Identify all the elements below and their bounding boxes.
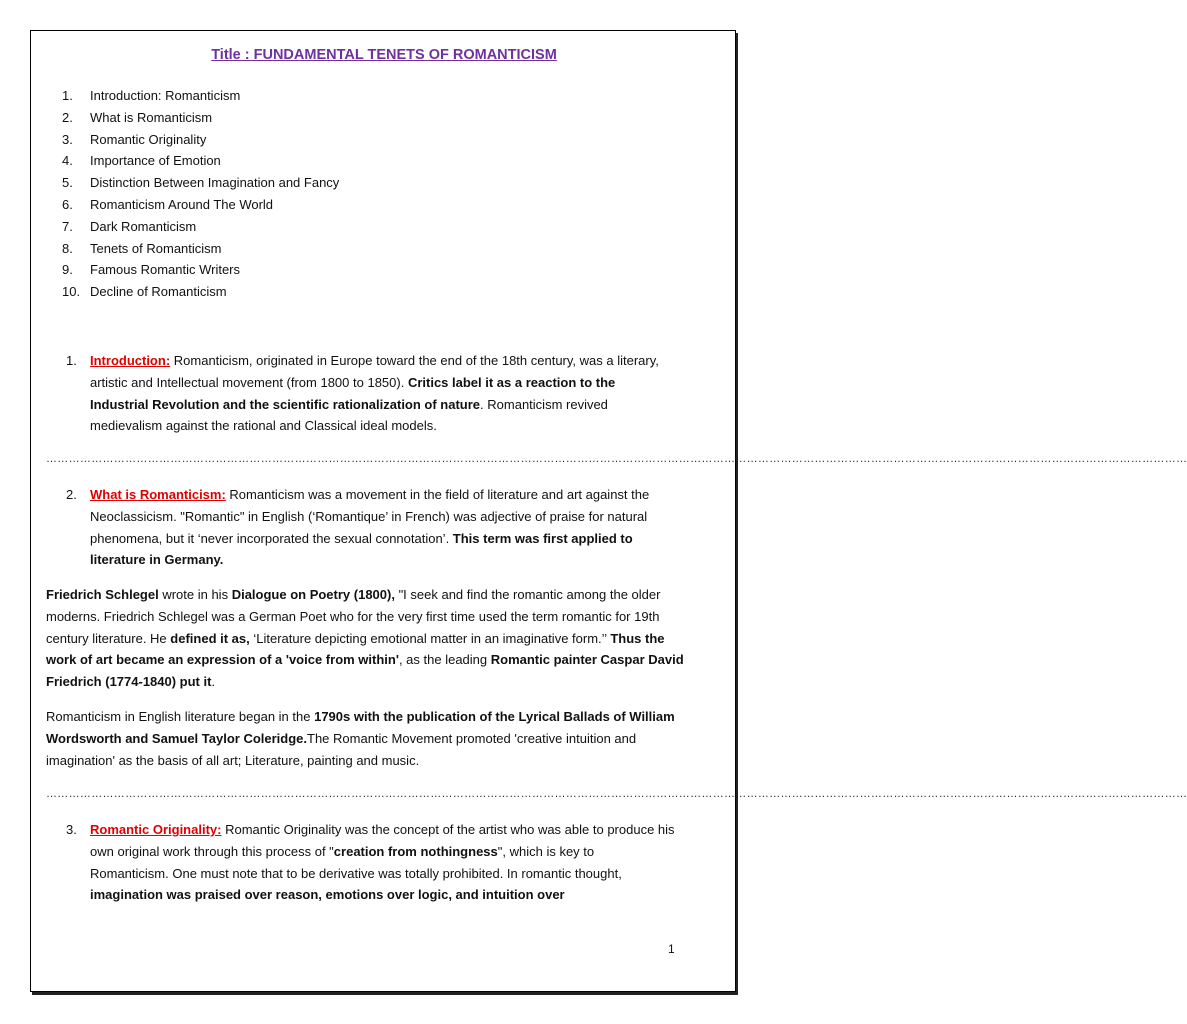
dotted-separator: …………………………………………………………………………………………………………………………………………………………………………………………………………………………………………………………………………… (46, 788, 1187, 800)
section-introduction: 1. Introduction: Romanticism, originated in Europe toward the end of the 18th century, was a literary, artistic and Intellectual movement (from 1800 to 1850). Critics label it as a reaction to the Industrial Revolution and the scientific rationalization of nature. Romanticism revived medievalism against the rational and Classical ideal models. (66, 353, 659, 434)
toc-item: 5. Distinction Between Imagination and Fancy (62, 175, 340, 191)
section-heading: What is Romanticism: (90, 487, 226, 502)
section-romantic-originality: 3. Romantic Originality: Romantic Originality was the concept of the artist who was able to produce his own original work through this process of "creation from nothingness", which is key to Romanticism. One must note that to be derivative was totally prohibited. In romantic thought, imagination was praised over reason, emotions over logic, and intuition over (66, 822, 675, 903)
paragraph-schlegel: Friedrich Schlegel wrote in his Dialogue on Poetry (1800), "I seek and find the romantic among the older moderns. Friedrich Schlegel was a German Poet who for the very first time used the term romantic for 19th century literature. He defined it as, ‘Literature depicting emotional matter in an imaginative form.’’ Thus the work of art became an expression of a 'voice from within', as the leading Romantic painter Caspar David Friedrich (1774-1840) put it. (46, 587, 684, 690)
toc-item: 9. Famous Romantic Writers (62, 262, 241, 278)
toc-item: 2. What is Romanticism (62, 109, 213, 125)
toc-item: 4. Importance of Emotion (62, 153, 221, 169)
paragraph-english-literature: Romanticism in English literature began in the 1790s with the publication of the Lyrical Ballads of William Wordsworth and Samuel Taylor Coleridge.The Romantic Movement promoted 'creative intuition and imagination' as the basis of all art; Literature, painting and music. (46, 709, 675, 768)
section-heading: Romantic Originality: (90, 822, 222, 837)
toc-item: 3. Romantic Originality (62, 131, 207, 147)
document-title: Title : FUNDAMENTAL TENETS OF ROMANTICISM (211, 47, 557, 63)
section-heading: Introduction: (90, 353, 171, 368)
toc-item: 7. Dark Romanticism (62, 218, 197, 234)
toc-item: 6. Romanticism Around The World (62, 196, 274, 212)
toc-item: 1. Introduction: Romanticism (62, 88, 241, 103)
section-what-is-romanticism: 2. What is Romanticism: Romanticism was a movement in the field of literature and art against the Neoclassicism. "Romantic" in English (‘Romantique’ in French) was adjective of praise for natural phenomena, but it ‘never incorporated the sexual connotation’. This term was first applied to literature in Germany. (66, 487, 650, 568)
toc-item: 10. Decline of Romanticism (62, 284, 227, 300)
dotted-separator: …………………………………………………………………………………………………………………………………………………………………………………………………………………………………………………………………………… (46, 453, 1187, 465)
table-of-contents (62, 85, 339, 303)
toc-item: 8. Tenets of Romanticism (62, 240, 222, 256)
page-number: 1 (668, 942, 675, 956)
